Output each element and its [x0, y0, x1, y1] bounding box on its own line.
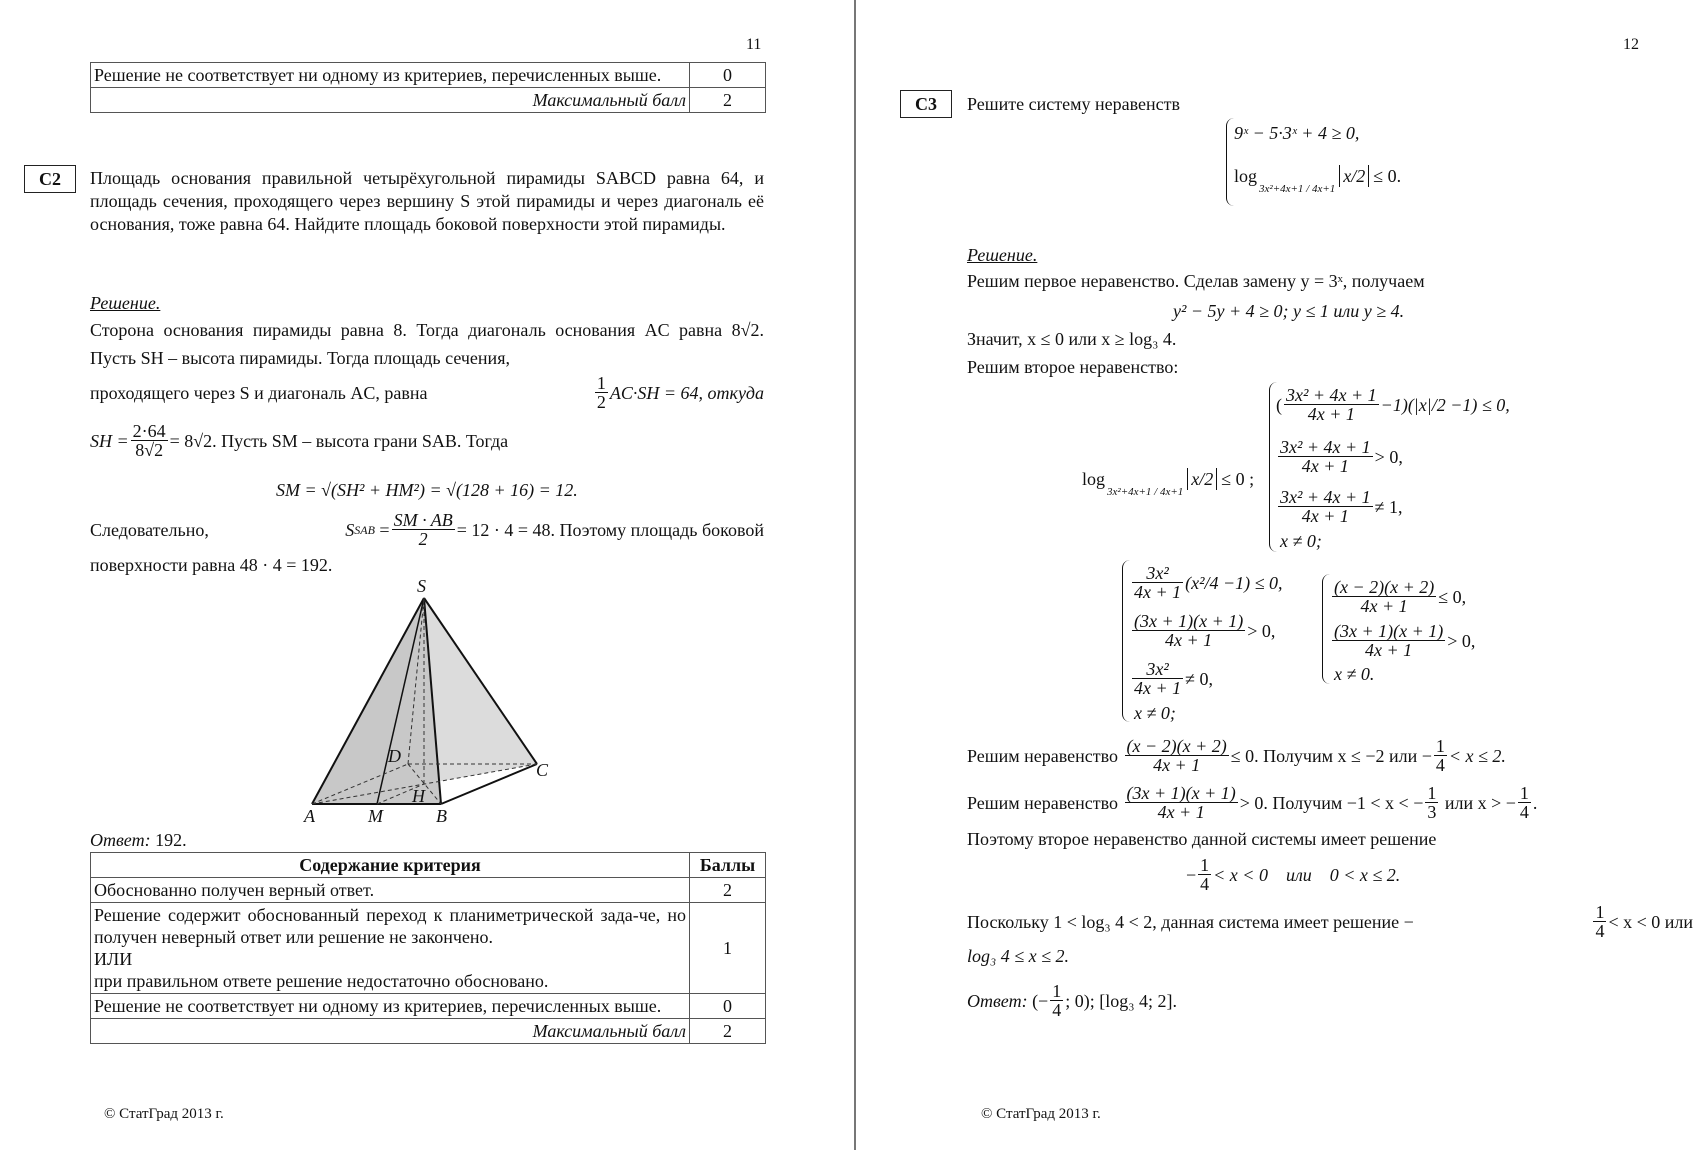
fraction: $\frac{(x - 2)(x + 2)}{4x + 1}$	[1126, 736, 1227, 775]
fraction: $\frac{(3x + 1)(x + 1)}{4x + 1}$	[1126, 783, 1236, 822]
solution-text: AC·SH = 64, откуда	[609, 382, 764, 403]
solution-step-1: Решим первое неравенство. Сделав замену y = 3ˣ, получаем	[967, 271, 1425, 291]
right-page	[856, 0, 1706, 1150]
criteria-or: ИЛИ	[94, 949, 133, 969]
criteria-text: Решение не соответствует ни одному из критериев, перечисленных выше.	[91, 63, 690, 88]
log-word: log	[1082, 469, 1106, 489]
system2-line-2	[1276, 438, 1403, 475]
result-text: Решим неравенство	[967, 745, 1119, 766]
max-score-value: 2	[690, 1019, 766, 1044]
fraction: $\frac{\text{3x² + 4x + 1}}{4x + 1}$	[1286, 385, 1377, 424]
header-score: Баллы	[690, 853, 766, 878]
solution-text: Следовательно,	[90, 519, 209, 540]
label-m: M	[368, 806, 383, 822]
fraction: $\frac{1}{4}$	[1435, 736, 1445, 775]
table-row	[91, 1019, 766, 1044]
fraction: $\frac{1}{4}$	[1052, 981, 1062, 1020]
result-line-1	[967, 737, 1506, 774]
result-text: < x < 0 или	[1608, 911, 1693, 932]
page-number: 12	[1623, 36, 1639, 53]
result-text: < x ≤ 2.	[1448, 745, 1506, 766]
inequality-rhs: ≤ 0 ;	[1221, 469, 1255, 489]
criteria-text: Обоснованно получен верный ответ.	[91, 878, 690, 903]
label-c: C	[536, 760, 549, 780]
fraction: $\frac{1}{3}$	[1427, 783, 1437, 822]
result-line-4	[1186, 856, 1400, 893]
fraction: $\frac{\text{3x² + 4x + 1}}{4x + 1}$	[1280, 437, 1371, 476]
fraction-area: $\frac{SM \cdot AB}{2}$	[393, 510, 453, 549]
criteria-text: Решение содержит обоснованный переход к планиметрической зада-че, но получен неверный ответ или решение не закончено.	[94, 905, 686, 947]
fraction: $\frac{1}{4}$	[1595, 902, 1605, 941]
pyramid-front-face	[312, 598, 441, 804]
system-text: > 0,	[1447, 630, 1476, 651]
result-text: > 0. Получим −1 < x < −	[1239, 792, 1424, 813]
result-text: или x > −	[1444, 792, 1516, 813]
system-brace	[1122, 560, 1130, 722]
system-text: ≠ 1,	[1374, 496, 1403, 517]
log-inequality	[1082, 455, 1254, 503]
result-text: .	[1532, 792, 1538, 813]
result-text: < x < 0 или 0 < x ≤ 2.	[1213, 864, 1401, 885]
system3-line-2	[1130, 612, 1275, 649]
label-d: D	[388, 746, 401, 766]
log-base: 3x²+4x+1 / 4x+1	[1259, 183, 1336, 195]
system4-line-3: x ≠ 0.	[1334, 664, 1375, 684]
header-criteria: Содержание критерия	[91, 853, 690, 878]
page-number: 11	[746, 36, 762, 53]
table-row	[91, 878, 766, 903]
criteria-text: при правильном ответе решение недостаточно обосновано.	[94, 971, 549, 991]
result-line-3: Поэтому второе неравенство данной системы имеет решение	[967, 829, 1437, 849]
solution-step-2: y² − 5y + 4 ≥ 0; y ≤ 1 или y ≥ 4.	[1173, 301, 1405, 321]
criteria-score: 0	[690, 63, 766, 88]
solution-line-2	[90, 374, 764, 411]
criteria-text-block	[91, 903, 690, 994]
result-line-5	[967, 903, 1693, 940]
solution-line-4: Следовательно, S SAB = $\frac{SM \cdot AB}{2}$ = 12 · 4 = 48. Поэтому площадь боковой	[90, 510, 764, 549]
label-s: S	[417, 576, 426, 596]
result-line-6: log₃ 4 ≤ x ≤ 2.	[967, 946, 1070, 966]
label-b: B	[436, 806, 447, 822]
log-base: 3x²+4x+1 / 4x+1	[1107, 486, 1184, 498]
answer-text: ; 0); [log₃ 4; 2].	[1065, 990, 1177, 1011]
system-brace	[1226, 118, 1234, 206]
system-text: −1)(|x|/2 −1) ≤ 0,	[1380, 394, 1510, 415]
max-score-value: 2	[690, 88, 766, 113]
abs-value: x/2	[1339, 165, 1369, 187]
result-text: −	[1186, 864, 1197, 885]
label-a: A	[304, 806, 315, 822]
sm-formula: SM = √(SH² + HM²) = √(128 + 16) = 12.	[276, 480, 578, 500]
system3-line-1	[1130, 564, 1283, 601]
footer: © СтатГрад 2013 г.	[981, 1106, 1101, 1122]
answer-line	[967, 982, 1177, 1019]
footer: © СтатГрад 2013 г.	[104, 1106, 224, 1122]
table-header-row	[91, 853, 766, 878]
task-text: Решите систему неравенств	[967, 94, 1180, 114]
solution-text: = 8√2. Пусть SM – высота грани SAB. Тогда	[169, 430, 509, 451]
system-line-2	[1234, 152, 1401, 200]
result-text: Решим неравенство	[967, 792, 1119, 813]
fraction: $\frac{(x - 2)(x + 2)}{4x + 1}$	[1334, 577, 1435, 616]
solution-step-3: Значит, x ≤ 0 или x ≥ log₃ 4.	[967, 329, 1177, 349]
fraction-sh: $\frac{2\cdot 64}{8√2}$	[132, 421, 166, 460]
log-word: log	[1234, 166, 1258, 186]
system2-line-3	[1276, 488, 1403, 525]
system4-line-2	[1330, 622, 1475, 659]
table-row	[91, 903, 766, 994]
system-text: > 0,	[1247, 620, 1276, 641]
solution-text: = 12 · 4 = 48. Поэтому площадь боковой	[456, 519, 764, 540]
result-text: ≤ 0. Получим x ≤ −2 или −	[1230, 745, 1432, 766]
fraction: $\frac{1}{4}$	[1519, 783, 1529, 822]
label-h: H	[412, 786, 425, 806]
fraction: $\frac{\text{3x²}}{4x + 1}$	[1134, 659, 1182, 698]
fraction: $\frac{\text{3x² + 4x + 1}}{4x + 1}$	[1280, 487, 1371, 526]
system-text: ≠ 0,	[1185, 668, 1214, 689]
solution-heading: Решение.	[90, 293, 161, 313]
formula-text: SH =	[90, 430, 129, 451]
answer-label: Ответ:	[90, 830, 151, 850]
max-score-label: Максимальный балл	[91, 1019, 690, 1044]
criteria-score: 1	[690, 903, 766, 994]
table-row	[91, 994, 766, 1019]
fraction: $\frac{1}{4}$	[1200, 855, 1210, 894]
fraction: $\frac{(3x + 1)(x + 1)}{4x + 1}$	[1334, 621, 1444, 660]
fraction: $\frac{(3x + 1)(x + 1)}{4x + 1}$	[1134, 611, 1244, 650]
result-text: Поскольку 1 < log₃ 4 < 2, данная система имеет решение −	[967, 911, 1414, 932]
top-criteria-table	[90, 62, 766, 113]
abs-value: x/2	[1187, 468, 1217, 490]
fraction: $\frac{\text{3x²}}{4x + 1}$	[1134, 563, 1182, 602]
criteria-table	[90, 852, 766, 1044]
table-row	[91, 63, 766, 88]
criteria-text: Решение не соответствует ни одному из критериев, перечисленных выше.	[91, 994, 690, 1019]
answer-line	[90, 829, 187, 851]
solution-line-3	[90, 422, 508, 459]
answer-label: Ответ:	[967, 990, 1028, 1011]
system-line-1: 9ˣ − 5·3ˣ + 4 ≥ 0,	[1234, 123, 1360, 143]
task-text: Площадь основания правильной четырёхугольной пирамиды SABCD равна 64, и площадь сечения, проходящего через вершину S этой пирамиды и через диагональ её основания, тоже равна 64. Найдите площадь боковой поверхности этой пирамиды.	[90, 168, 764, 234]
system3-line-4: x ≠ 0;	[1134, 703, 1176, 723]
criteria-score: 0	[690, 994, 766, 1019]
answer-text: (−	[1032, 990, 1049, 1011]
solution-line-5: поверхности равна 48 · 4 = 192.	[90, 555, 333, 575]
solution-paragraph-1: Сторона основания пирамиды равна 8. Тогда диагональ основания AC равна 8√2. Пусть SH – высота пирамиды. Тогда площадь сечения,	[90, 320, 764, 368]
formula-subscript: SAB	[354, 522, 375, 537]
system3-line-3	[1130, 660, 1213, 697]
solution-heading: Решение.	[967, 245, 1038, 265]
criteria-score: 2	[690, 878, 766, 903]
system-text: ≤ 0,	[1438, 586, 1467, 607]
answer-value: 192.	[155, 830, 187, 850]
system-rhs: ≤ 0.	[1373, 166, 1402, 186]
system-text: (x²/4 −1) ≤ 0,	[1185, 572, 1283, 593]
system2-line-4: x ≠ 0;	[1280, 531, 1322, 551]
system2-line-1: ( $\frac{\text{3x² + 4x + 1}}{4x + 1}$ −1)(|x|/2 −1) ≤ 0,	[1276, 385, 1510, 424]
pyramid-figure	[300, 572, 560, 822]
result-line-2	[967, 784, 1537, 821]
table-row	[91, 88, 766, 113]
max-score-label: Максимальный балл	[91, 88, 690, 113]
task-label: C2	[24, 165, 76, 193]
fraction-half: $\frac{1}{2}$	[596, 373, 606, 412]
system-text: > 0,	[1374, 446, 1403, 467]
formula-text: S	[345, 519, 355, 540]
task-label: C3	[900, 90, 952, 118]
solution-text: проходящего через S и диагональ AC, равна	[90, 382, 428, 403]
system4-line-1	[1330, 578, 1466, 615]
system-brace	[1322, 574, 1330, 684]
solution-step-4: Решим второе неравенство:	[967, 357, 1179, 377]
